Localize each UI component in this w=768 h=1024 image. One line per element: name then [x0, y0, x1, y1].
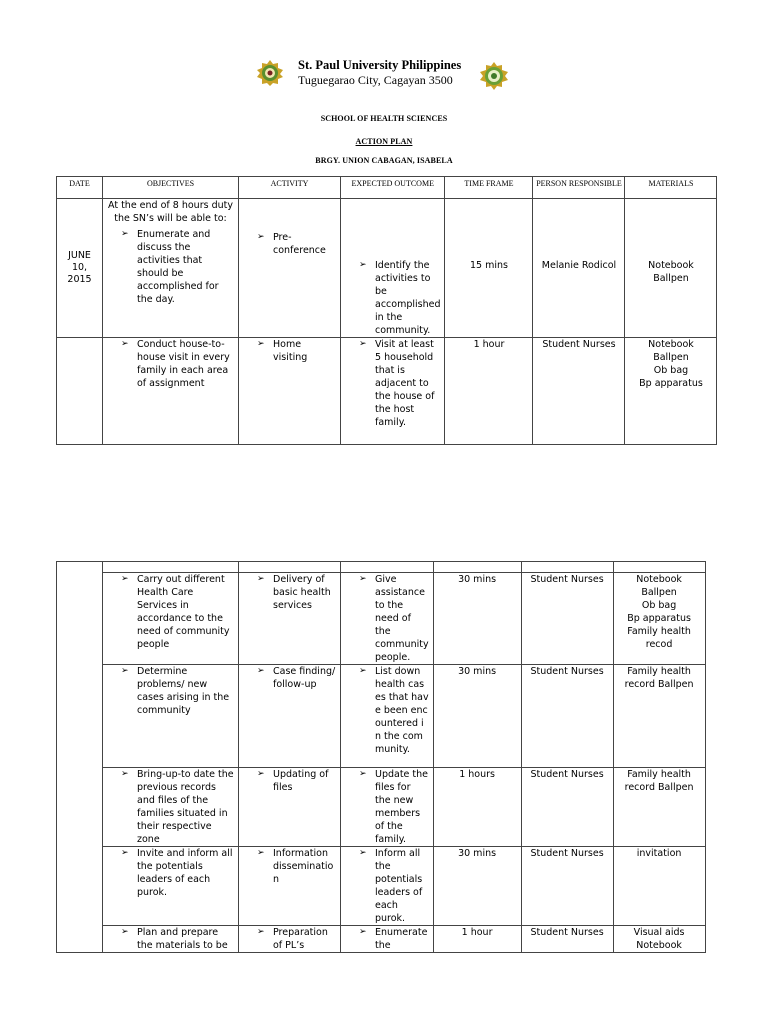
bullet-arrow-icon: ➢: [257, 848, 265, 858]
date-text: JUNE 10, 2015: [67, 250, 92, 285]
bullet-arrow-icon: ➢: [257, 927, 265, 937]
bullet-arrow-icon: ➢: [359, 574, 367, 584]
university-name: St. Paul University Philippines: [298, 58, 462, 72]
table-row: [57, 768, 706, 847]
bullet-arrow-icon: ➢: [121, 339, 129, 349]
time-frame-cell: 1 hour: [445, 338, 533, 445]
objectives-intro: At the end of 8 hours duty the SN’s will be able to:: [108, 200, 233, 224]
outcome-item: ➢ Give assistance to the need of the community people.: [359, 574, 429, 663]
objective-item: ➢ Carry out different Health Care Services in accordance to the need of community people: [121, 574, 230, 650]
objectives-cell: [103, 926, 239, 953]
person-responsible-cell: Student Nurses: [521, 926, 613, 953]
bullet-arrow-icon: ➢: [257, 339, 265, 349]
materials-cell: Visual aids Notebook: [613, 926, 705, 953]
objectives-cell: [103, 338, 239, 445]
table-row: [57, 573, 706, 665]
university-address: Tuguegarao City, Cagayan 3500: [298, 73, 453, 87]
action-plan-table-page-1: [56, 176, 717, 445]
bullet-arrow-icon: ➢: [121, 229, 129, 239]
barangay-title: BRGY. UNION CABAGAN, ISABELA: [315, 156, 453, 165]
school-seal-right-icon: [480, 62, 508, 90]
date-cell-empty: [57, 562, 103, 953]
school-title: SCHOOL OF HEALTH SCIENCES: [320, 114, 448, 123]
activity-item: ➢ Pre-conference: [257, 232, 326, 256]
materials-cell: Notebook Ballpen: [625, 199, 717, 338]
bullet-arrow-icon: ➢: [257, 769, 265, 779]
bullet-arrow-icon: ➢: [257, 574, 265, 584]
activity-item: ➢ Case finding/follow-up: [257, 666, 336, 690]
bullet-arrow-icon: ➢: [257, 666, 265, 676]
bullet-arrow-icon: ➢: [121, 574, 129, 584]
bullet-arrow-icon: ➢: [121, 848, 129, 858]
objectives-cell: [103, 199, 239, 338]
outcome-item: ➢ List down health cases that have been encountered in the community.: [359, 666, 429, 755]
materials-cell: Notebook Ballpen Ob bag Bp apparatus Family health recod: [613, 573, 705, 665]
activity-cell: [239, 665, 341, 768]
objective-item: ➢ Determine problems/ new cases arising in the community: [121, 666, 230, 716]
action-plan-title: ACTION PLAN: [355, 137, 413, 146]
objectives-cell: [103, 665, 239, 768]
outcome-cell: [341, 573, 434, 665]
time-frame-cell: 1 hour: [433, 926, 521, 953]
time-frame-cell: 15 mins: [445, 199, 533, 338]
bullet-arrow-icon: ➢: [359, 339, 367, 349]
table-row: [57, 926, 706, 953]
outcome-cell: [341, 665, 434, 768]
column-header-date: DATE: [57, 177, 103, 199]
bullet-arrow-icon: ➢: [121, 769, 129, 779]
materials-cell: Notebook Ballpen Ob bag Bp apparatus: [625, 338, 717, 445]
objectives-cell: [103, 847, 239, 926]
objective-item: ➢ Bring-up-to date the previous records and files of the families situated in their respective zone: [121, 769, 234, 845]
table-spacer-row: [57, 562, 706, 573]
objective-item: ➢ Enumerate and discuss the activities that should be accomplished for the day.: [121, 229, 219, 305]
activity-item: ➢ Updating of files: [257, 769, 329, 793]
column-header-time-frame: TIME FRAME: [445, 177, 533, 199]
bullet-arrow-icon: ➢: [359, 260, 367, 270]
table-header-row: [57, 177, 717, 199]
bullet-arrow-icon: ➢: [121, 927, 129, 937]
outcome-item: ➢ Enumerate the: [359, 927, 428, 951]
materials-cell: Family health record Ballpen: [613, 768, 705, 847]
bullet-arrow-icon: ➢: [257, 232, 265, 242]
date-cell: [57, 199, 103, 338]
time-frame-cell: 30 mins: [433, 573, 521, 665]
time-frame-cell: 1 hours: [433, 768, 521, 847]
activity-cell: [239, 926, 341, 953]
activity-cell: [239, 199, 341, 338]
time-frame-cell: 30 mins: [433, 847, 521, 926]
outcome-cell: [341, 926, 434, 953]
person-responsible-cell: Student Nurses: [533, 338, 625, 445]
table-row: [57, 199, 717, 338]
outcome-cell: [341, 338, 445, 445]
table-row: [57, 847, 706, 926]
person-responsible-cell: Student Nurses: [521, 573, 613, 665]
column-header-activity: ACTIVITY: [239, 177, 341, 199]
activity-item: ➢ Information dissemination: [257, 848, 334, 885]
objectives-cell: [103, 573, 239, 665]
column-header-materials: MATERIALS: [625, 177, 717, 199]
activity-item: ➢ Home visiting: [257, 339, 308, 363]
activity-cell: [239, 338, 341, 445]
person-responsible-cell: Student Nurses: [521, 768, 613, 847]
outcome-cell: [341, 847, 434, 926]
objective-item: ➢ Plan and prepare the materials to be: [121, 927, 228, 951]
bullet-arrow-icon: ➢: [359, 769, 367, 779]
column-header-objectives: OBJECTIVES: [103, 177, 239, 199]
objectives-cell: [103, 768, 239, 847]
university-seal-left-icon: [257, 60, 283, 86]
outcome-item: ➢ Inform all the potentials leaders of each purok.: [359, 848, 423, 924]
materials-cell: invitation: [613, 847, 705, 926]
bullet-arrow-icon: ➢: [359, 666, 367, 676]
outcome-cell: [341, 199, 445, 338]
bullet-arrow-icon: ➢: [121, 666, 129, 676]
outcome-item: ➢ Visit at least 5 household that is adjacent to the house of the host family.: [359, 339, 435, 428]
table-row: [57, 665, 706, 768]
activity-item: ➢ Delivery of basic health services: [257, 574, 331, 611]
objective-item: ➢ Invite and inform all the potentials leaders of each purok.: [121, 848, 233, 898]
materials-cell: Family health record Ballpen: [613, 665, 705, 768]
outcome-item: ➢ Update the files for the new members of the family.: [359, 769, 429, 845]
time-frame-cell: 30 mins: [433, 665, 521, 768]
objective-item: ➢ Conduct house-to-house visit in every family in each area of assignment: [121, 339, 230, 389]
bullet-arrow-icon: ➢: [359, 927, 367, 937]
person-responsible-cell: Student Nurses: [521, 665, 613, 768]
column-header-person-responsible: PERSON RESPONSIBLE: [533, 177, 625, 199]
activity-cell: [239, 768, 341, 847]
column-header-expected-outcome: EXPECTED OUTCOME: [341, 177, 445, 199]
bullet-arrow-icon: ➢: [359, 848, 367, 858]
outcome-cell: [341, 768, 434, 847]
activity-cell: [239, 847, 341, 926]
activity-item: ➢ Preparation of PL’s: [257, 927, 328, 951]
action-plan-table-page-2: [56, 561, 706, 953]
person-responsible-cell: Melanie Rodicol: [533, 199, 625, 338]
table-row: [57, 338, 717, 445]
outcome-item: ➢ Identify the activities to be accomplished in the community.: [359, 260, 441, 336]
activity-cell: [239, 573, 341, 665]
date-cell-empty: [57, 338, 103, 445]
person-responsible-cell: Student Nurses: [521, 847, 613, 926]
